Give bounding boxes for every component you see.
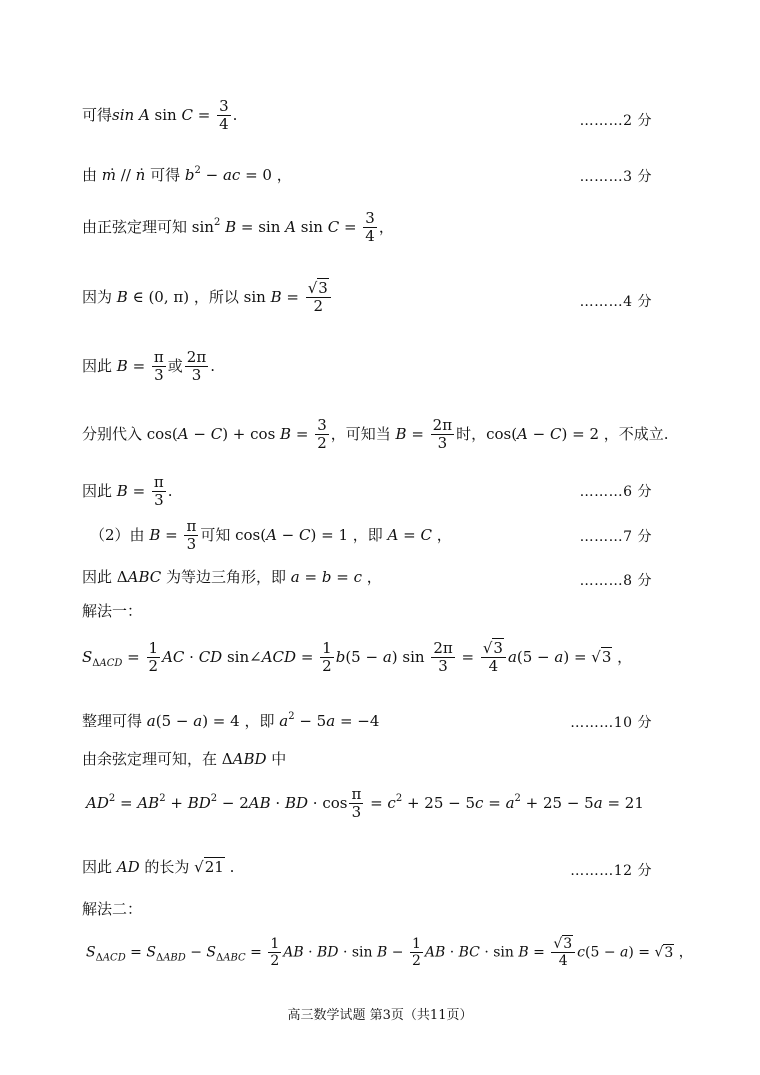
solution-line: 因此 ΔABC 为等边三角形，即 a = b = c ， [82,568,382,586]
solution-line: 分别代入 cos(A − C) + cos B = $\frac{3}{2}$ ，可知当 B = $\frac{2\pi}{3}$ 时，cos(A − C) = 2 ，不成立. [82,416,669,453]
page-footer: 高三数学试题 第3页（共11页） [287,1008,473,1023]
solution-line: $S_{\Delta ACD} = S_{\Delta ABD} - S_{\Delta ABC}$ = $\frac{1}{2}$ AB · BD · sin B − $\frac{1}{2}$ AB · BC · sin B = $\frac{√3}{4}$ c(5 − a) = √3 ， [86,936,693,970]
score-mark: ………4 分 [579,294,652,310]
solution-line: （2）由 B = $\frac{\pi}{3}$ 可知 cos(A − C) = 1 ，即 A = C ， [90,517,452,554]
solution-line: 由正弦定理可知 $\sin^2 B = \sin A$ sin C = $\frac{3}{4}$ ， [82,209,394,246]
solution-line: 由余弦定理可知，在 ΔABD 中 [82,750,287,768]
solution-line: 因此 AD 的长为 √21 . [82,858,235,876]
solution-line: $AD^2 = AB^2 + BD^2 - 2AB$ · BD · cos $\frac{\pi}{3}$ = $c^2 + 25 - 5c = a^2 + 25 - 5a = 21$ [86,785,644,822]
score-mark: ………12 分 [570,863,652,879]
solution-line: $S_{\Delta ACD}$ = $\frac{1}{2}$ AC · CD sin∠ACD = $\frac{1}{2}$ b(5 − a) sin $\frac{2\pi}{3}$ = $\frac{√3}{4}$ a(5 − a) = √3 ， [82,639,633,676]
solution-line: 由 ṁ // ṅ 可得 $b^2$ − ac = 0 ， [82,165,292,184]
solution-line: 因此 B = $\frac{\pi}{3}$ 或 $\frac{2\pi}{3}$ . [82,348,215,385]
solution-line: 因此 B = $\frac{\pi}{3}$ . [82,473,173,510]
solution-line: 可得sin A sin C = $\frac{3}{4}$ . [82,97,238,134]
method-heading: 解法二： [82,900,143,918]
method-heading: 解法一： [82,602,143,620]
score-mark: ………2 分 [579,113,652,129]
score-mark: ………3 分 [579,169,652,185]
score-mark: ………8 分 [579,573,652,589]
score-mark: ………6 分 [579,484,652,500]
score-mark: ………10 分 [570,715,652,731]
score-mark: ………7 分 [579,529,652,545]
solution-line: 整理可得 a(5 − a) = 4 ，即 $a^2 - 5a = -4$ [82,711,380,730]
solution-line: 因为 B ∈ (0, π) ，所以 sin B = $\frac{√3}{2}$ [82,280,333,316]
